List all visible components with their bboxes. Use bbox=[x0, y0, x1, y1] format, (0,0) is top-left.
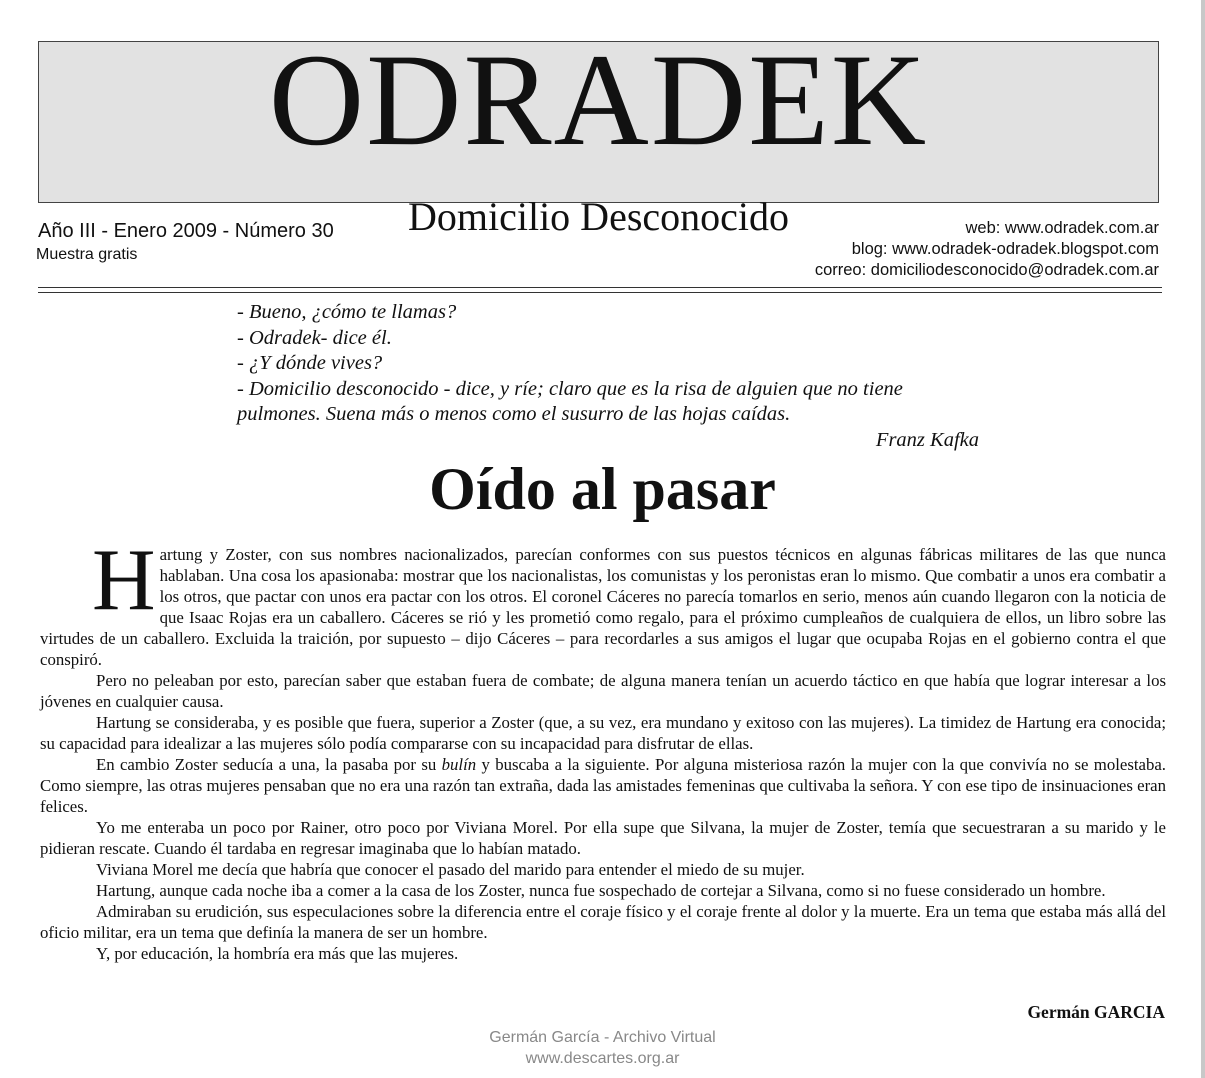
article-paragraph: Hartung se consideraba, y es posible que fuera, superior a Zoster (que, a su vez, era mundano y exitoso con las mujeres). La timidez de Hartung era conocida; su capacidad para idealizar a las mujeres sólo podía compararse con su incapacidad para disfrutar de ellas. bbox=[40, 713, 1166, 753]
email-link[interactable]: correo: domiciliodesconocido@odradek.com.ar bbox=[814, 261, 1159, 279]
article-paragraph bbox=[40, 754, 1166, 817]
epigraph-line: - Bueno, ¿cómo te llamas? bbox=[237, 301, 457, 323]
footer bbox=[0, 1027, 1205, 1069]
page-edge bbox=[1201, 0, 1205, 1078]
masthead-subtitle: Domicilio Desconocido bbox=[407, 194, 790, 239]
header-rule-bottom bbox=[38, 292, 1162, 293]
paragraph-text: artung y Zoster, con sus nombres nacionalizados, parecían conformes con sus puestos técnicos en algunas fábricas militares de las que nunca hablaban. Una cosa los apasionaba: mostrar que los nacionalistas, los comunistas y los peronistas eran lo mismo. Que combatir a unos era combatir a los otros, que pactar con unos era pactar con los otros. El coronel Cáceres no parecía tomarlos en serio, menos aún cuando llegaron con la noticia de que Isaac Rojas era un caballero. Cáceres se rió y les prometió como regalo, para el próximo cumpleaños de cualquiera de ellos, un libro sobre las virtudes de un caballero. Excluida la traición, por supuesto – dijo Cáceres – para recordarles a sus amigos el lugar que ocupaba Rojas en el gobierno contra el que conspiró. bbox=[40, 545, 1166, 669]
epigraph-author: Franz Kafka bbox=[875, 428, 979, 451]
blog-link[interactable]: blog: www.odradek-odradek.blogspot.com bbox=[851, 240, 1159, 258]
italic-term: bulín bbox=[441, 755, 477, 774]
article-body bbox=[40, 532, 1167, 964]
epigraph-line: - Domicilio desconocido - dice, y ríe; claro que es la risa de alguien que no tiene pulmones. Suena más o menos como el susurro de las hojas caídas. bbox=[237, 377, 903, 425]
masthead-title: ODRADEK bbox=[268, 26, 929, 173]
author-signature: Germán GARCIA bbox=[1027, 1002, 1165, 1022]
article-paragraph: Viviana Morel me decía que habría que conocer el pasado del marido para entender el miedo de su mujer. bbox=[96, 860, 805, 879]
article-paragraph: Yo me enteraba un poco por Rainer, otro poco por Viviana Morel. Por ella supe que Silvana, la mujer de Zoster, temía que secuestraran a su marido y le pidieran rescate. Cuando él tardaba en regresar imaginaba que lo habían matado. bbox=[40, 818, 1166, 858]
article-paragraph: Admiraban su erudición, sus especulaciones sobre la diferencia entre el coraje físico y el coraje frente al dolor y la muerte. Era un tema que estaba más allá del oficio militar, era un tema que definía la manera de ser un hombre. bbox=[40, 902, 1166, 942]
article-paragraph bbox=[40, 532, 1166, 670]
footer-archive: Germán García - Archivo Virtual bbox=[489, 1029, 716, 1046]
contact-block bbox=[815, 218, 1159, 281]
drop-cap: H bbox=[92, 532, 156, 629]
paragraph-text: En cambio Zoster seducía a una, la pasaba por su bbox=[96, 755, 442, 774]
article-paragraph: Y, por educación, la hombría era más que las mujeres. bbox=[96, 944, 459, 963]
issue-line: Año III - Enero 2009 - Número 30 bbox=[38, 220, 334, 242]
article-title: Oído al pasar bbox=[429, 456, 776, 522]
epigraph bbox=[237, 300, 979, 453]
article-paragraph: Hartung, aunque cada noche iba a comer a la casa de los Zoster, nunca fue sospechado de cortejar a Silvana, como si no fuese considerado un hombre. bbox=[96, 881, 1106, 900]
web-link[interactable]: web: www.odradek.com.ar bbox=[965, 219, 1159, 237]
sample-label: Muestra gratis bbox=[36, 246, 138, 263]
article-paragraph: Pero no peleaban por esto, parecían saber que estaban fuera de combate; de alguna manera tenían un acuerdo táctico en que había que lograr interesar a los jóvenes en cualquier causa. bbox=[40, 671, 1166, 711]
paragraph-text: y buscaba a la siguiente. Por alguna misteriosa razón la mujer con la que convivía no se molestaba. Como siempre, las otras mujeres pensaban que no era una razón tan extraña, dada las amistades femeninas que cultivaba la señora. Y con ese tipo de insinuaciones eran felices. bbox=[40, 755, 1167, 816]
footer-url[interactable]: www.descartes.org.ar bbox=[525, 1050, 680, 1067]
epigraph-line: - Odradek- dice él. bbox=[237, 326, 392, 349]
header-rule-top bbox=[38, 287, 1162, 288]
epigraph-line: - ¿Y dónde vives? bbox=[237, 352, 383, 374]
